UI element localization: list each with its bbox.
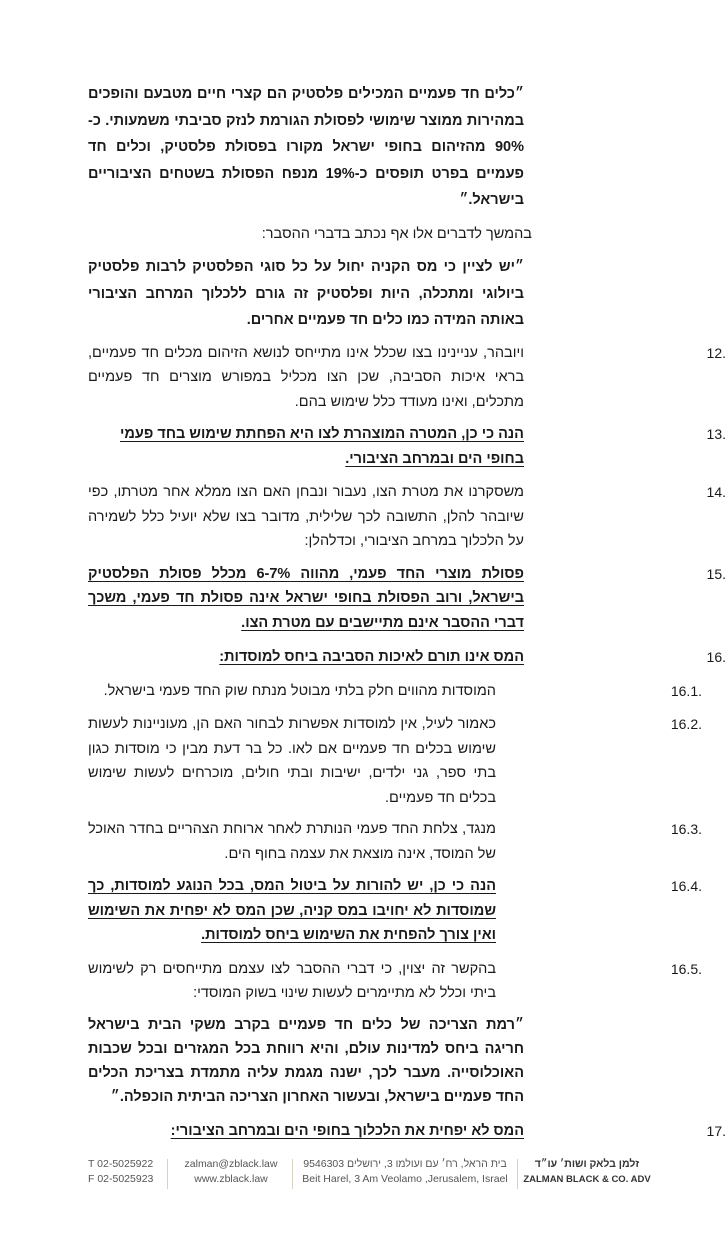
item-text: ויובהר, עניינינו בצו שכלל אינו מתייחס לנושא הזיהום מכלים חד פעמיים, בראי איכות הסביבה, שכן הצו מכליל במפורש מוצרים חד פעמיים מתכלים, ואינו מעודד כלל שימוש בהם.: [88, 344, 524, 410]
phone-number: T 02-5025922: [88, 1158, 154, 1170]
subitem-text: מנגד, צלחת החד פעמי הנותרת לאחר ארוחת הצהריים בחדר האוכל של המוסד, אינה מוצאת את עצמה בחוף הים.: [88, 821, 496, 862]
item-14: [88, 480, 724, 554]
item-text: משסקרנו את מטרת הצו, נעבור ונבחן האם הצו ממלא אחר מטרתו, כפי שיובהר להלן, התשובה לכך שלילית, מדובר בצו שלא יועיל כלל לשמירה על הלכלוך במרחב הציבורי, וכדלהלן:: [88, 484, 524, 549]
address-english: Beit Harel, 3 Am Veolamo ,Jerusalem, Israel: [302, 1173, 508, 1185]
item-text: פסולת מוצרי החד פעמי, מהווה 6-7% מכלל פסולת הפלסטיק בישראל, ורוב הפסולת בחופי ישראל אינה פסולת חד פעמי, משכך דברי ההסבר אינם מתיישבים עם מטרת הצו.: [88, 565, 524, 631]
subitem-number: 16.2.: [670, 716, 702, 732]
footer-divider: [517, 1159, 518, 1189]
item-13: [88, 422, 724, 471]
item-number: 16.: [706, 649, 726, 665]
fax-number: F 02-5025923: [88, 1173, 154, 1185]
subitem-16-1: [88, 679, 724, 704]
letterhead-footer: [0, 1143, 724, 1193]
item-heading: המס לא יפחית את הלכלוך בחופי הים ובמרחב הציבורי:: [170, 1122, 524, 1139]
subitem-number: 16.4.: [670, 878, 702, 894]
footer-contact-column: [175, 1157, 287, 1187]
quote-block-1: ״כלים חד פעמיים המכילים פלסטיק הם קצרי חיים מטבעם והופכים במהירות ממוצר שימושי לפסולת הגורמת לנזק סביבתי משמעותי. כ- 90% מהזיהום בחופי ישראל מקורו בפסולת פלסטיק, וכלים חד פעמיים בפרט תופסים כ-19% מנפח הפסולת בשטחים הציבוריים בישראל.״: [88, 86, 524, 208]
item-17: [88, 1119, 724, 1144]
subitem-16-3: [88, 817, 724, 866]
email-link[interactable]: zalman@zblack.law: [184, 1158, 278, 1170]
item-heading: המס אינו תורם לאיכות הסביבה ביחס למוסדות:: [219, 649, 524, 665]
subitem-number: 16.1.: [670, 682, 702, 699]
quote-block-3: ״רמת הצריכה של כלים חד פעמיים בקרב משקי הבית בישראל חריגה ביחס למדינות עולם, והיא רווחת בכל המגזרים ובכל שכבות האוכלוסייה. מעבר לכך, ישנה מגמת עליה מתמדת בצריכת הכלים החד פעמיים בישראל, ובעשור האחרון הצריכה הביתית הוכפלה.״: [88, 1016, 524, 1105]
item-15: [88, 562, 724, 636]
footer-address-column: [298, 1157, 512, 1187]
subitem-text: כאמור לעיל, אין למוסדות אפשרות לבחור האם הן, מעוניינות לעשות שימוש בכלים חד פעמיים אם לאו. כל בר דעת מבין כי מוסדות כגון בתי ספר, גני ילדים, ישיבות ובתי חולים, מוכרחים לעשות שימוש בכלים חד פעמיים.: [88, 716, 496, 806]
intro-text: בהמשך לדברים אלו אף נכתב בדברי ההסבר:: [261, 225, 532, 242]
item-12: [88, 341, 724, 415]
item-number: 13.: [706, 426, 726, 442]
website-link[interactable]: www.zblack.law: [194, 1173, 268, 1185]
firm-name-hebrew: זלמן בלאק ושות׳ עו״ד: [534, 1158, 640, 1170]
subitem-text: בהקשר זה יצוין, כי דברי ההסבר לצו עצמם מתייחסים רק לשימוש ביתי וכלל לא מתיימרים לעשות שינוי בשוק המוסדי:: [88, 960, 496, 1001]
quote-block-2: ״יש לציין כי מס הקניה יחול על כל סוגי הפלסטיק לרבות פלסטיק ביולוגי ומתכלה, היות ופלסטיק זה גורם ללכלוך המרחב הציבורי באותה המידה כמו כלים חד פעמיים אחרים.: [88, 259, 524, 328]
subitem-text: הנה כי כן, יש להורות על ביטול המס, בכל הנוגע למוסדות, כך שמוסדות לא יחויבו במס קניה, שכן המס לא יפחית את השימוש ואין צורך להפחית את השימוש ביחס למוסדות.: [88, 878, 496, 943]
firm-name-english: ZALMAN BLACK & CO. ADV: [523, 1174, 651, 1185]
subitem-text: המוסדות מהווים חלק בלתי מבוטל מנתח שוק החד פעמי בישראל.: [103, 682, 496, 699]
item-text: הנה כי כן, המטרה המוצהרת לצו היא הפחתת שימוש בחד פעמי בחופי הים ובמרחב הציבורי.: [120, 426, 524, 467]
item-number: 12.: [706, 344, 726, 361]
item-number: 14.: [706, 484, 726, 500]
footer-firm-column: [522, 1157, 652, 1187]
address-hebrew: בית הראל, רח׳ עם ועולמו 3, ירושלים 9546303: [303, 1158, 507, 1170]
subitem-number: 16.5.: [670, 960, 702, 977]
footer-divider: [292, 1159, 293, 1189]
item-16: [88, 645, 724, 670]
item-number: 17.: [706, 1122, 726, 1139]
subitem-16-4: [88, 874, 724, 948]
subitem-number: 16.3.: [670, 821, 702, 837]
subitem-16-2: [88, 712, 724, 810]
footer-divider: [167, 1159, 168, 1189]
item-number: 15.: [706, 565, 726, 582]
subitem-16-5: [88, 957, 724, 1006]
footer-phone-column: [88, 1157, 153, 1187]
